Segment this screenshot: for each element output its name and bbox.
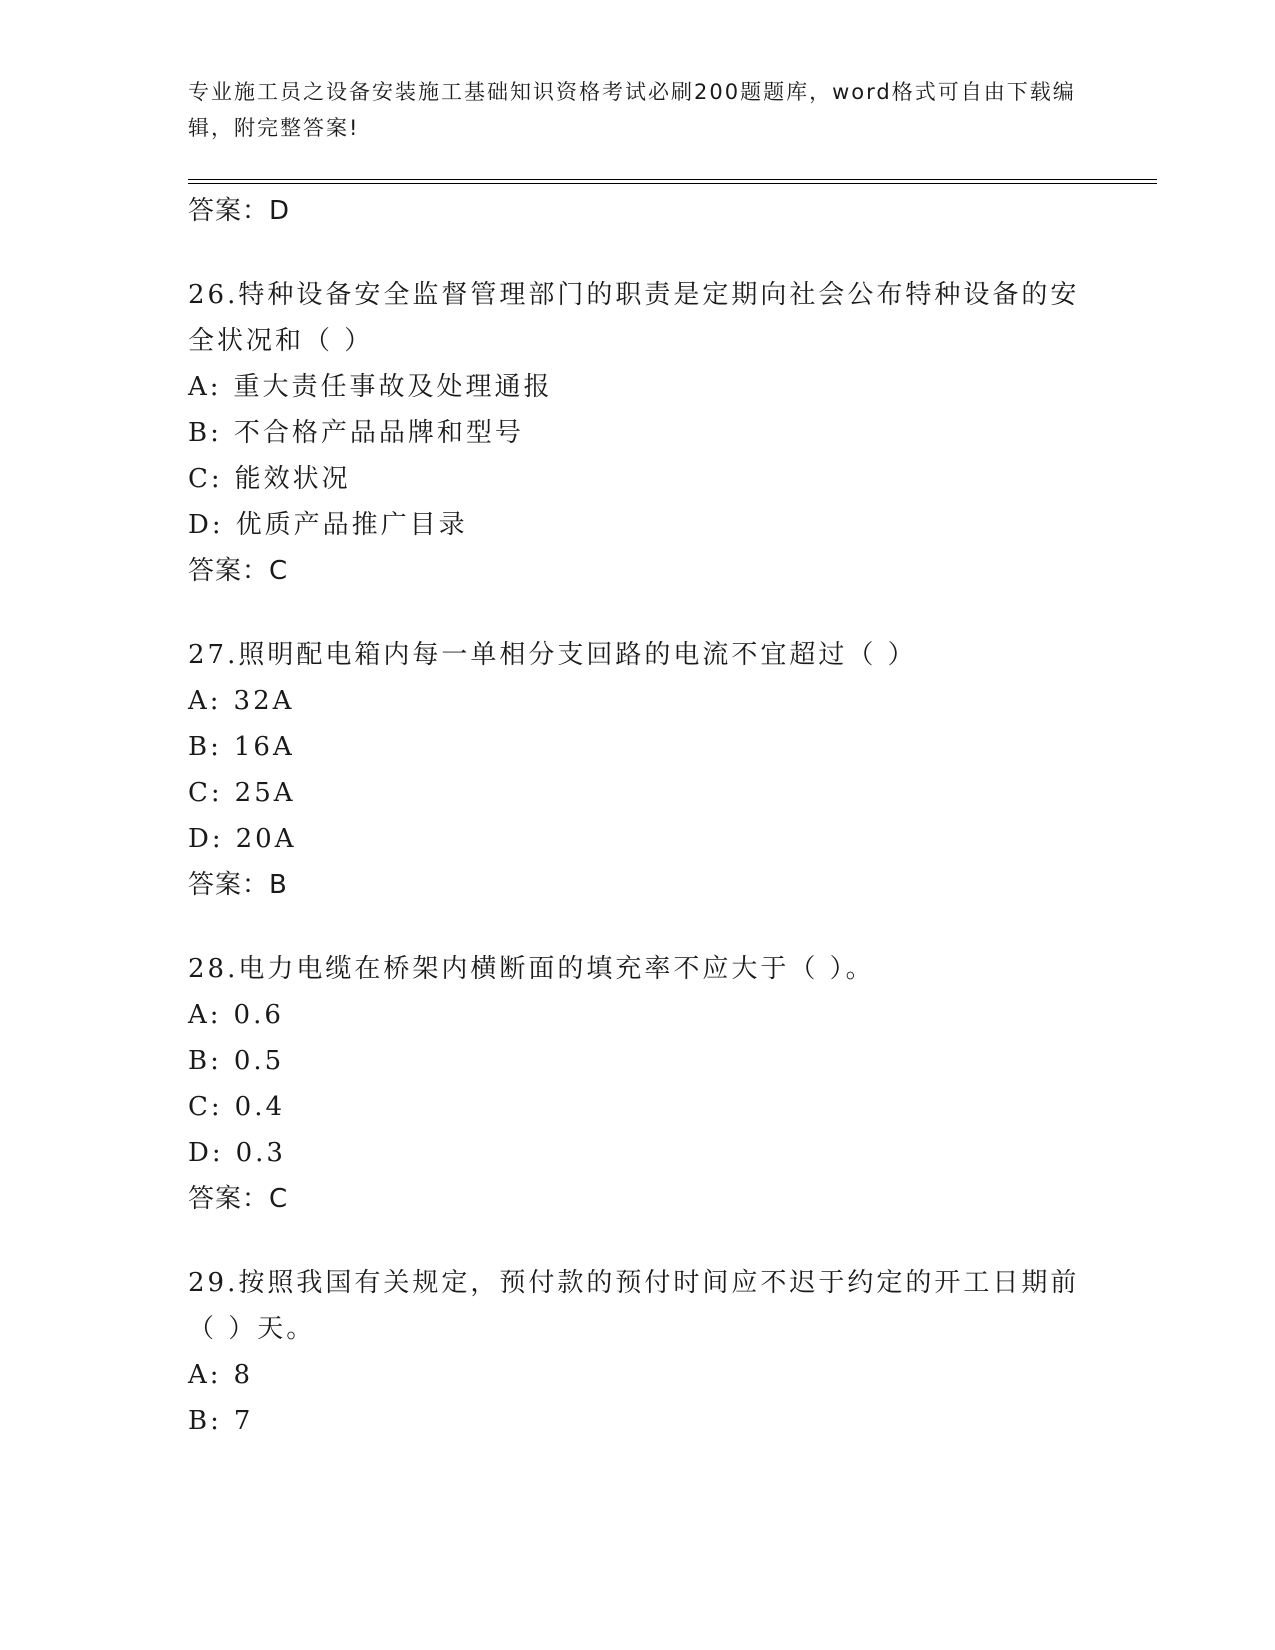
option-row — [188, 678, 1088, 724]
option-text: 25A — [234, 778, 296, 808]
question-block — [188, 1260, 1088, 1444]
option-key: C: — [188, 778, 223, 808]
option-row — [188, 502, 1088, 548]
option-key: B: — [188, 1406, 222, 1436]
option-row — [188, 1130, 1088, 1176]
option-row — [188, 364, 1088, 410]
option-row — [188, 816, 1088, 862]
option-text: 20A — [235, 824, 297, 854]
option-key: B: — [188, 418, 222, 448]
option-text: 0.6 — [233, 1000, 284, 1030]
option-key: A: — [188, 372, 222, 402]
option-row — [188, 992, 1088, 1038]
option-text: 8 — [233, 1360, 254, 1390]
answer-line: 答案：C — [188, 556, 289, 586]
option-key: B: — [188, 1046, 222, 1076]
question-block — [188, 946, 1088, 1222]
option-row — [188, 770, 1088, 816]
option-key: D: — [188, 510, 224, 540]
option-key: A: — [188, 1000, 222, 1030]
option-key: A: — [188, 1360, 222, 1390]
header-divider — [188, 179, 1157, 180]
option-key: C: — [188, 464, 223, 494]
question-stem: 27.照明配电箱内每一单相分支回路的电流不宜超过（ ） — [188, 640, 917, 670]
answer-line: 答案：B — [188, 870, 288, 900]
document-header: 专业施工员之设备安装施工基础知识资格考试必刷200题题库，word格式可自由下载编辑，附完整答案! — [188, 80, 1076, 140]
option-row — [188, 410, 1088, 456]
question-stem: 29.按照我国有关规定，预付款的预付时间应不迟于约定的开工日期前（ ）天。 — [188, 1268, 1080, 1344]
option-key: C: — [188, 1092, 223, 1122]
option-text: 0.5 — [233, 1046, 285, 1076]
option-text: 16A — [233, 732, 295, 762]
option-row — [188, 1398, 1088, 1444]
option-row — [188, 1084, 1088, 1130]
option-key: A: — [188, 686, 222, 716]
option-text: 重大责任事故及处理通报 — [233, 372, 553, 402]
option-key: B: — [188, 732, 222, 762]
option-text: 32A — [233, 686, 295, 716]
option-row — [188, 1352, 1088, 1398]
option-text: 能效状况 — [234, 464, 351, 494]
option-text: 0.3 — [235, 1138, 286, 1168]
option-text: 0.4 — [234, 1092, 286, 1122]
question-stem: 26.特种设备安全监督管理部门的职责是定期向社会公布特种设备的安全状况和（ ） — [188, 280, 1080, 356]
question-stem: 28.电力电缆在桥架内横断面的填充率不应大于（ ）。 — [188, 954, 875, 984]
header-divider-double — [188, 183, 1157, 184]
option-row — [188, 456, 1088, 502]
option-text: 不合格产品品牌和型号 — [233, 418, 524, 448]
option-text: 7 — [233, 1406, 254, 1436]
option-key: D: — [188, 1138, 224, 1168]
option-row — [188, 1038, 1088, 1084]
question-list — [188, 188, 1088, 1444]
option-key: D: — [188, 824, 224, 854]
previous-answer: 答案：D — [188, 196, 291, 226]
question-block — [188, 632, 1088, 908]
option-row — [188, 724, 1088, 770]
question-block — [188, 272, 1088, 594]
option-text: 优质产品推广目录 — [235, 510, 468, 540]
answer-line: 答案：C — [188, 1184, 289, 1214]
